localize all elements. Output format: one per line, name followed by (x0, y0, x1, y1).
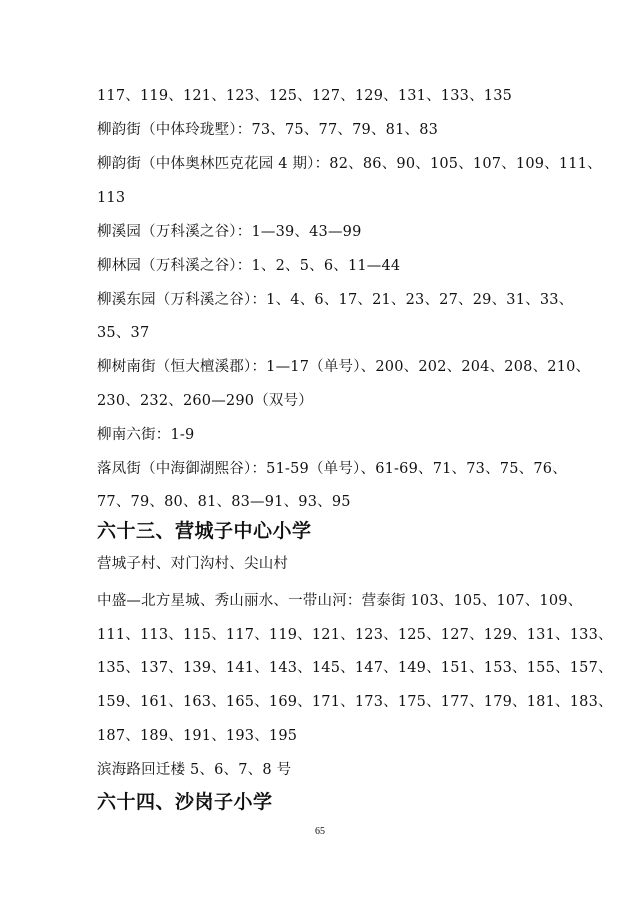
text-line: 159、161、163、165、169、171、173、175、177、179、181、183、 (97, 694, 613, 710)
section-heading-64: 六十四、沙岗子小学 (97, 791, 273, 813)
text-line: 营城子村、对门沟村、尖山村 (97, 556, 289, 572)
page-number: 65 (315, 826, 325, 837)
text-line: 柳树南街（恒大檀溪郡）：1—17（单号）、200、202、204、208、210、 (97, 359, 591, 375)
text-line: 117、119、121、123、125、127、129、131、133、135 (97, 88, 513, 104)
text-line: 柳韵街（中体奥林匹克花园 4 期）：82、86、90、105、107、109、111、 (97, 156, 602, 172)
text-line: 柳溪东园（万科溪之谷）：1、4、6、17、21、23、27、29、31、33、 (97, 292, 574, 308)
text-line: 35、37 (97, 325, 150, 341)
section-heading-63: 六十三、营城子中心小学 (97, 520, 312, 542)
text-line: 77、79、80、81、83—91、93、95 (97, 494, 351, 510)
text-line: 落凤街（中海御湖熙谷）：51-59（单号）、61-69、71、73、75、76、 (97, 461, 567, 477)
text-line: 柳溪园（万科溪之谷）：1—39、43—99 (97, 224, 362, 240)
text-line: 滨海路回迁楼 5、6、7、8 号 (97, 762, 292, 778)
text-line: 柳韵街（中体玲珑墅）：73、75、77、79、81、83 (97, 122, 439, 138)
text-line: 230、232、260—290（双号） (97, 393, 314, 409)
text-line: 柳南六街：1-9 (97, 427, 195, 443)
text-line: 135、137、139、141、143、145、147、149、151、153、155、157、 (97, 660, 613, 676)
text-line: 113 (97, 190, 126, 206)
text-line: 中盛—北方星城、秀山丽水、一带山河：营泰街 103、105、107、109、 (97, 593, 583, 609)
text-line: 187、189、191、193、195 (97, 728, 298, 744)
text-line: 111、113、115、117、119、121、123、125、127、129、131、133、 (97, 627, 613, 643)
text-line: 柳林园（万科溪之谷）：1、2、5、6、11—44 (97, 258, 401, 274)
